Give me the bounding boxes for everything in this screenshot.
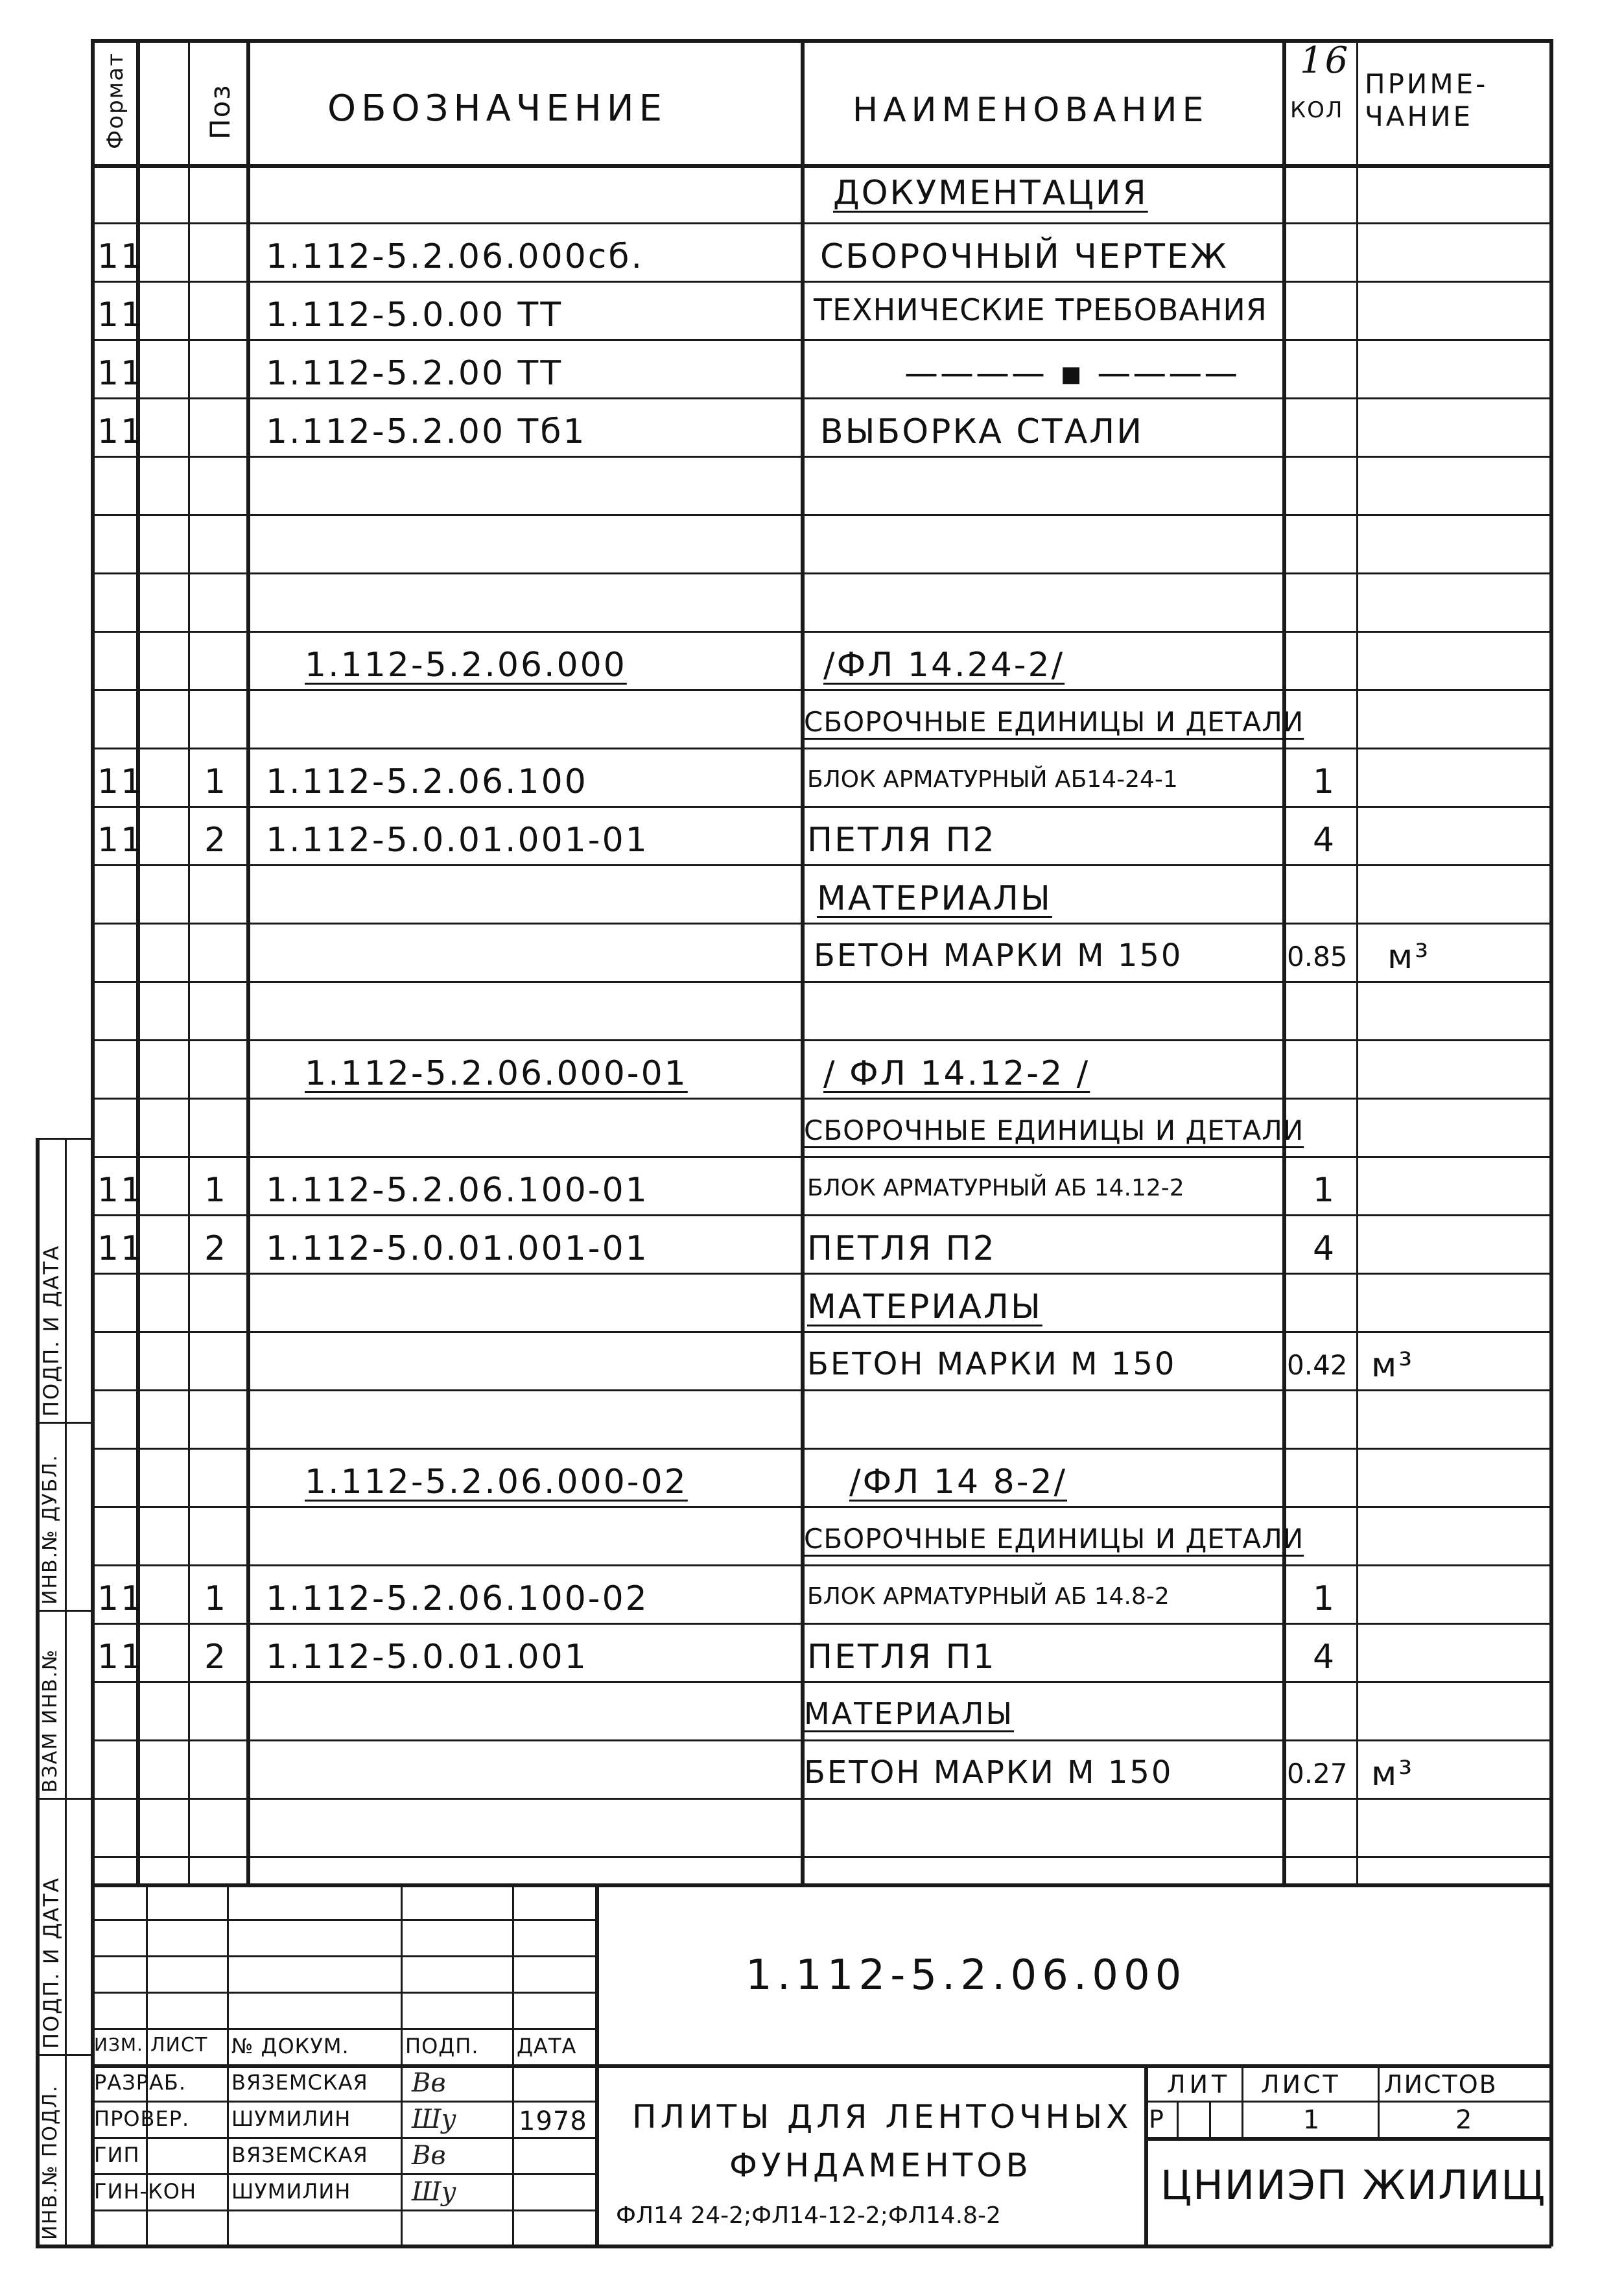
side-strip-divider [36, 2054, 93, 2056]
row-line [91, 397, 1551, 399]
tb-date: 1978 [519, 2106, 587, 2136]
row-line [91, 1623, 1551, 1625]
row-qty: 0.42 [1287, 1349, 1348, 1381]
tb-row-line [91, 1992, 596, 1994]
row-qty: 4 [1313, 1638, 1337, 1677]
row-designation: 1.112-5.0.00 ТТ [266, 296, 563, 335]
side-label-podp-data: ПОДП. И ДАТА [39, 1244, 64, 1417]
tb-right-col-line [1144, 2064, 1148, 2246]
col-line-name [1282, 39, 1286, 1887]
row-format: 11 [97, 1638, 145, 1677]
side-strip-divider [36, 1138, 93, 1140]
tb-person: ШУМИЛИН [231, 2106, 351, 2131]
col-line-qty [1356, 39, 1358, 1887]
row-line [91, 1506, 1551, 1508]
row-pos: 1 [204, 1579, 228, 1618]
row-name: ПЕТЛЯ П2 [807, 1229, 996, 1268]
side-strip-divider [36, 1422, 93, 1424]
row-designation: 1.112-5.2.06.000сб. [266, 237, 644, 276]
tb-right-row-line [1144, 2101, 1551, 2103]
group-title-code: 1.112-5.2.06.000 [305, 646, 627, 685]
row-pos: 2 [204, 1229, 228, 1268]
side-label-podp-data: ПОДП. И ДАТА [39, 1876, 64, 2049]
row-line [91, 1331, 1551, 1333]
header-qty: КОЛ [1290, 97, 1344, 123]
tb-label-sheet: ЛИСТ [1261, 2070, 1341, 2099]
tb-col-date: ДАТА [517, 2034, 577, 2058]
group-title-mark: /ФЛ 14 8-2/ [849, 1463, 1068, 1502]
tb-role: ГИП [94, 2143, 140, 2167]
tb-value-lit: Р [1149, 2105, 1164, 2134]
section-materials: МАТЕРИАЛЫ [804, 1696, 1015, 1731]
row-designation: 1.112-5.0.01.001-01 [266, 1229, 649, 1268]
section-materials: МАТЕРИАЛЫ [817, 879, 1052, 918]
group-title-mark: /ФЛ 14.24-2/ [823, 646, 1065, 685]
col-line-pos [246, 39, 250, 1887]
row-name: ВЫБОРКА СТАЛИ [820, 412, 1144, 451]
tb-row-line [91, 2064, 1551, 2068]
row-qty: 1 [1313, 1171, 1337, 1210]
header-bottom-line [91, 164, 1551, 168]
row-line [91, 222, 1551, 224]
row-line [91, 1039, 1551, 1041]
row-designation: 1.112-5.0.01.001 [266, 1638, 588, 1677]
row-designation: 1.112-5.2.00 Тб1 [266, 412, 587, 451]
row-line [91, 1389, 1551, 1391]
row-format: 11 [97, 354, 145, 393]
section-documentation: ДОКУМЕНТАЦИЯ [833, 174, 1148, 213]
tb-role: РАЗРАБ. [94, 2070, 187, 2095]
row-format: 11 [97, 296, 145, 335]
row-designation: 1.112-5.2.00 ТТ [266, 354, 563, 393]
tb-title-line1: ПЛИТЫ ДЛЯ ЛЕНТОЧНЫХ [632, 2098, 1133, 2136]
row-designation: 1.112-5.0.01.001-01 [266, 821, 649, 860]
row-line [91, 1798, 1551, 1800]
row-line [91, 1273, 1551, 1275]
header-designation: ОБОЗНАЧЕНИЕ [327, 88, 668, 130]
tb-row-line [91, 2028, 596, 2030]
row-name: БЛОК АРМАТУРНЫЙ АБ14-24-1 [807, 766, 1178, 793]
side-strip-divider [36, 1798, 93, 1800]
row-line [91, 923, 1551, 925]
page-number: 16 [1300, 40, 1350, 82]
tb-row-line [91, 1919, 596, 1921]
tb-col-list: ЛИСТ [150, 2034, 208, 2056]
row-line [91, 514, 1551, 516]
row-pos: 1 [204, 1171, 228, 1210]
row-name: СБОРОЧНЫЙ ЧЕРТЕЖ [820, 237, 1229, 276]
tb-person: ШУМИЛИН [231, 2179, 351, 2204]
tb-person: ВЯЗЕМСКАЯ [231, 2143, 368, 2167]
row-line [91, 281, 1551, 283]
row-format: 11 [97, 1579, 145, 1618]
row-designation: 1.112-5.2.06.100-02 [266, 1579, 649, 1618]
col-line-designation [801, 39, 805, 1887]
col-line-blank [188, 39, 190, 1887]
row-qty: 4 [1313, 821, 1337, 860]
row-name: ТЕХНИЧЕСКИЕ ТРЕБОВАНИЯ [814, 292, 1267, 327]
tb-row-line [91, 1955, 596, 1957]
side-label-inv-podl: ИНВ.№ ПОДЛ. [39, 2084, 62, 2240]
row-name-ditto: ———— ▪ ———— [904, 354, 1240, 393]
title-block-top-line [91, 1883, 1551, 1887]
header-pos: Поз [204, 84, 236, 139]
tb-col-sign: ПОДП. [405, 2034, 479, 2058]
row-line [91, 456, 1551, 458]
tb-value-sheets: 2 [1455, 2105, 1473, 2135]
row-designation: 1.112-5.2.06.100-01 [266, 1171, 649, 1210]
tb-row-line [91, 2173, 596, 2175]
side-label-vzam-inv: ВЗАМ ИНВ.№ [39, 1648, 62, 1793]
side-label-inv-dubl: ИНВ.№ ДУБЛ. [39, 1454, 62, 1605]
tb-col-doc: № ДОКУМ. [231, 2034, 349, 2058]
row-line [91, 1156, 1551, 1158]
row-qty: 1 [1313, 1579, 1337, 1618]
tb-row-line [91, 2209, 596, 2211]
row-format: 11 [97, 237, 145, 276]
row-line [91, 748, 1551, 749]
tb-document-code: 1.112-5.2.06.000 [746, 1951, 1187, 1999]
row-qty: 4 [1313, 1229, 1337, 1268]
tb-right-col-line [1209, 2101, 1211, 2138]
row-note: м³ [1371, 1754, 1415, 1793]
tb-title-line3: ФЛ14 24-2;ФЛ14-12-2;ФЛ14.8-2 [616, 2202, 1001, 2229]
row-format: 11 [97, 821, 145, 860]
tb-signature: Вв [412, 2068, 446, 2098]
header-format: Формат [102, 52, 128, 149]
group-title-code: 1.112-5.2.06.000-02 [305, 1463, 688, 1502]
row-format: 11 [97, 1171, 145, 1210]
row-pos: 1 [204, 762, 228, 801]
row-pos: 2 [204, 1638, 228, 1677]
tb-value-sheet: 1 [1303, 2105, 1321, 2135]
row-line [91, 1214, 1551, 1216]
section-materials: МАТЕРИАЛЫ [807, 1288, 1042, 1326]
row-name: ПЕТЛЯ П2 [807, 821, 996, 860]
row-name-concrete: БЕТОН МАРКИ М 150 [814, 937, 1183, 974]
section-assembly-units: СБОРОЧНЫЕ ЕДИНИЦЫ И ДЕТАЛИ [804, 1523, 1304, 1555]
tb-label-lit: ЛИТ [1167, 2070, 1231, 2099]
tb-signature: Вв [412, 2141, 446, 2171]
row-format: 11 [97, 762, 145, 801]
tb-signature: Шу [412, 2104, 456, 2134]
tb-col-izm: ИЗМ. [94, 2034, 143, 2055]
header-name: НАИМЕНОВАНИЕ [853, 91, 1209, 130]
row-line [91, 864, 1551, 866]
row-line [91, 1098, 1551, 1100]
row-note: м³ [1371, 1346, 1415, 1385]
tb-role: ПРОВЕР. [94, 2106, 190, 2131]
row-qty: 1 [1313, 762, 1337, 801]
row-line [91, 572, 1551, 574]
row-line [91, 339, 1551, 341]
row-qty: 0.27 [1287, 1758, 1348, 1789]
row-name-concrete: БЕТОН МАРКИ М 150 [804, 1754, 1173, 1791]
row-line [91, 1448, 1551, 1450]
tb-role: ГИН-КОН [94, 2179, 197, 2204]
row-designation: 1.112-5.2.06.100 [266, 762, 588, 801]
tb-right-col-line [1177, 2101, 1179, 2138]
tb-signature: Шу [412, 2177, 456, 2207]
row-name-concrete: БЕТОН МАРКИ М 150 [807, 1346, 1177, 1382]
section-assembly-units: СБОРОЧНЫЕ ЕДИНИЦЫ И ДЕТАЛИ [804, 706, 1304, 738]
row-line [91, 1856, 1551, 1858]
row-note: м³ [1387, 937, 1431, 976]
row-name: ПЕТЛЯ П1 [807, 1638, 996, 1677]
row-line [91, 981, 1551, 983]
group-title-mark: / ФЛ 14.12-2 / [823, 1054, 1090, 1093]
side-strip-divider [36, 1610, 93, 1612]
frame-bottom-border [36, 2245, 1551, 2248]
row-line [91, 1739, 1551, 1741]
tb-label-sheets: ЛИСТОВ [1384, 2070, 1498, 2099]
frame-left-border [91, 39, 95, 2246]
tb-organization: ЦНИИЭП ЖИЛИЩ [1160, 2162, 1547, 2209]
row-name: БЛОК АРМАТУРНЫЙ АБ 14.12-2 [807, 1175, 1184, 1201]
row-line [91, 1681, 1551, 1683]
tb-person: ВЯЗЕМСКАЯ [231, 2070, 368, 2095]
row-line [91, 806, 1551, 808]
row-format: 11 [97, 412, 145, 451]
row-line [91, 1564, 1551, 1566]
header-note: ПРИМЕ- ЧАНИЕ [1365, 68, 1489, 133]
tb-right-row-line [1144, 2137, 1551, 2141]
row-format: 11 [97, 1229, 145, 1268]
frame-right-border [1549, 39, 1553, 2246]
row-qty: 0.85 [1287, 941, 1348, 972]
row-name: БЛОК АРМАТУРНЫЙ АБ 14.8-2 [807, 1583, 1170, 1610]
tb-row-line [91, 2137, 596, 2139]
row-pos: 2 [204, 821, 228, 860]
row-line [91, 689, 1551, 691]
row-line [91, 631, 1551, 633]
section-assembly-units: СБОРОЧНЫЕ ЕДИНИЦЫ И ДЕТАЛИ [804, 1114, 1304, 1146]
side-strip-inner-line [65, 1138, 67, 2246]
tb-title-line2: ФУНДАМЕНТОВ [729, 2147, 1032, 2184]
group-title-code: 1.112-5.2.06.000-01 [305, 1054, 688, 1093]
tb-row-line [91, 2101, 596, 2103]
